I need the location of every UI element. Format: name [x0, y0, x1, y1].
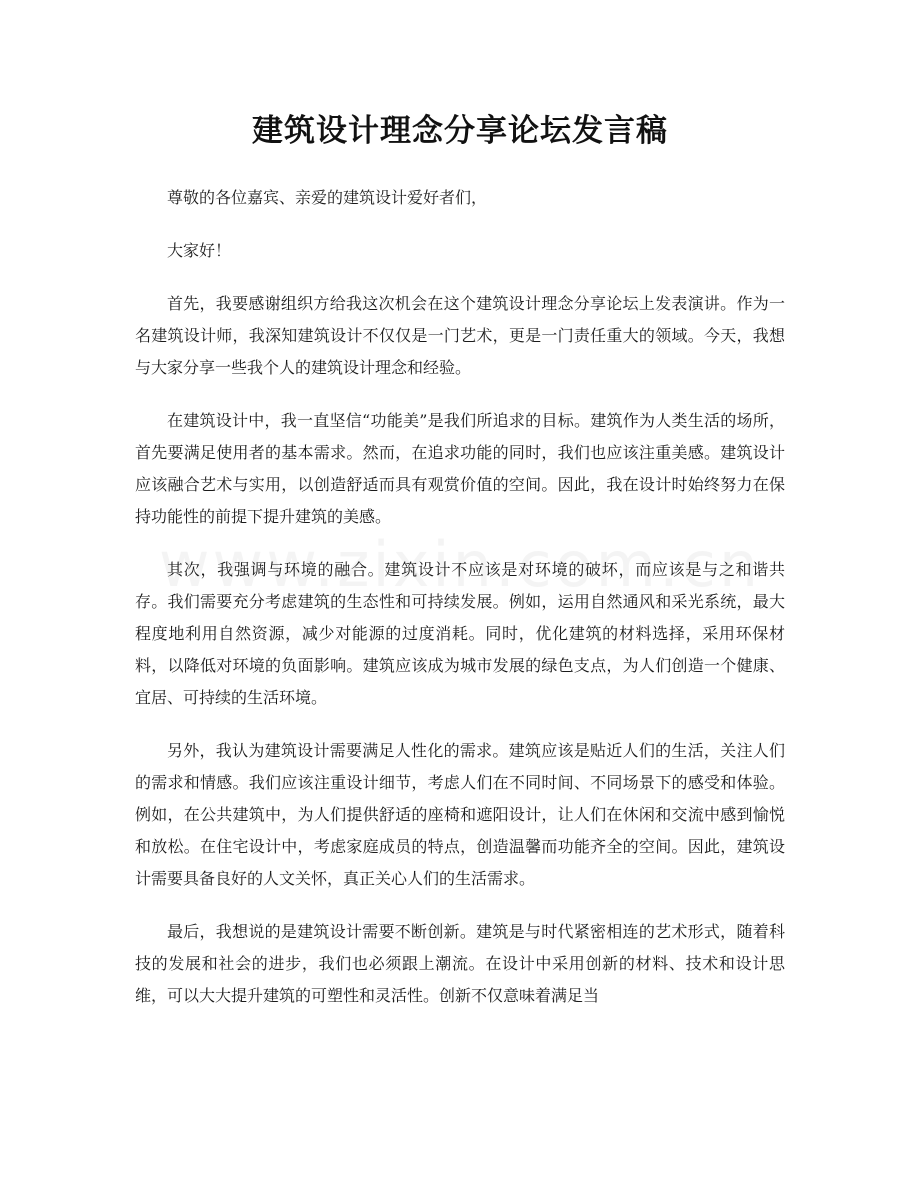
paragraph-intro: 首先，我要感谢组织方给我这次机会在这个建筑设计理念分享论坛上发表演讲。作为一名建筑设计师，我深知建筑设计不仅仅是一门艺术，更是一门责任重大的领域。今天，我想与大家分享一些我个人的建筑设计理念和经验。: [135, 294, 785, 377]
paragraph-salutation: 尊敬的各位嘉宾、亲爱的建筑设计爱好者们，: [167, 188, 488, 207]
paragraph-innovation: 最后，我想说的是建筑设计需要不断创新。建筑是与时代紧密相连的艺术形式，随着科技的发展和社会的进步，我们也必须跟上潮流。在设计中采用创新的材料、技术和设计思维，可以大大提升建筑的可塑性和灵活性。创新不仅意味着满足当: [135, 922, 785, 1005]
document-body: [135, 182, 785, 1033]
document-title: 建筑设计理念分享论坛发言稿: [252, 113, 668, 149]
paragraph-function-beauty: 在建筑设计中，我一直坚信“功能美”是我们所追求的目标。建筑作为人类生活的场所，首先要满足使用者的基本需求。然而，在追求功能的同时，我们也应该注重美感。建筑设计应该融合艺术与实用，以创造舒适而具有观赏价值的空间。因此，我在设计时始终努力在保持功能性的前提下提升建筑的美感。: [135, 411, 785, 526]
paragraph-greeting: 大家好！: [167, 241, 232, 260]
paragraph-environment: 其次，我强调与环境的融合。建筑设计不应该是对环境的破坏，而应该是与之和谐共存。我们需要充分考虑建筑的生态性和可持续发展。例如，运用自然通风和采光系统，最大程度地利用自然资源，减少对能源的过度消耗。同时，优化建筑的材料选择，采用环保材料，以降低对环境的负面影响。建筑应该成为城市发展的绿色支点，为人们创造一个健康、宜居、可持续的生活环境。: [135, 560, 785, 707]
paragraph-humanization: 另外，我认为建筑设计需要满足人性化的需求。建筑应该是贴近人们的生活，关注人们的需求和情感。我们应该注重设计细节，考虑人们在不同时间、不同场景下的感受和体验。例如，在公共建筑中，为人们提供舒适的座椅和遮阳设计，让人们在休闲和交流中感到愉悦和放松。在住宅设计中，考虑家庭成员的特点，创造温馨而功能齐全的空间。因此，建筑设计需要具备良好的人文关怀，真正关心人们的生活需求。: [135, 741, 785, 888]
